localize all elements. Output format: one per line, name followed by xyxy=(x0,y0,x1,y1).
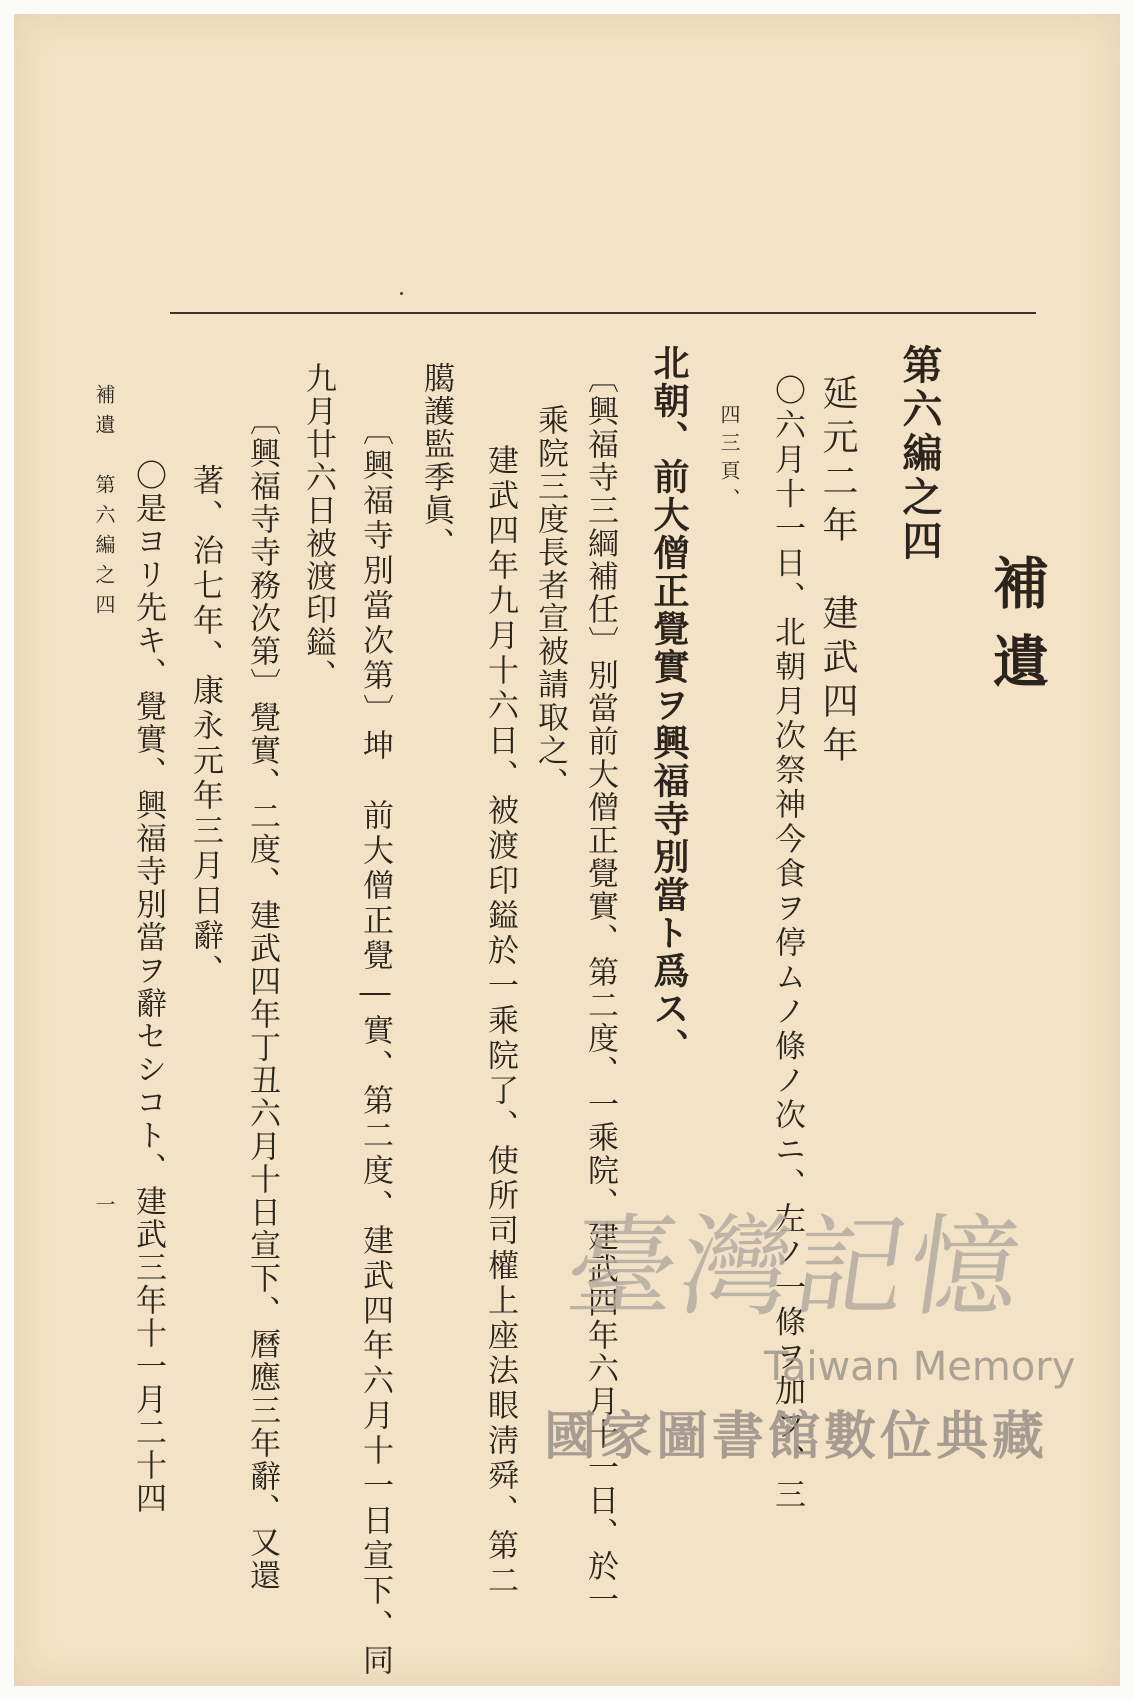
watermark-sub: 國家圖書館數位典藏 xyxy=(544,1407,1049,1467)
text-column: 建武四年九月十六日、被渡印鎰於一乘院了、使所司權上座法眼淸舜、第二 xyxy=(482,444,518,1599)
watermark-en: Taiwan Memory xyxy=(764,1344,1076,1390)
ink-dot xyxy=(400,292,403,295)
page-title: 補遺 xyxy=(984,554,1050,710)
volume-heading: 第六編之四 xyxy=(896,344,943,564)
entry-line: 〇六月十一日、北朝月次祭神今食ヲ停ムノ條ノ次ニ、左ノ一條ヲ加フ、三 xyxy=(769,374,805,1513)
text-column: 著、治七年、康永元年三月日辭、 xyxy=(187,464,223,989)
text-column: 〇是ヨリ先キ、覺實、興福寺別當ヲ辭セシコト、建武三年十一月二十四 xyxy=(130,459,166,1515)
text-column: 〔興福寺三綱補任〕別當前大僧正覺實、第二度、一乘院、建武四年六月十一日、於一 xyxy=(582,362,618,1616)
text-column: 乘院三度長者宣被請取之、 xyxy=(532,404,568,800)
text-column: 九月廿六日被渡印鎰、 xyxy=(300,362,336,692)
text-column: 臈護監季眞、 xyxy=(418,362,454,560)
era-heading: 延元二年 建武四年 xyxy=(817,374,858,770)
page-reference: 四三頁、 xyxy=(717,404,741,516)
running-footer: 補遺 第六編之四 xyxy=(92,384,116,624)
page-number: 一 xyxy=(92,1194,116,1214)
text-column: 〔興福寺別當次第〕坤 前大僧正覺―實、第二度、建武四年六月十一日宣下、同 xyxy=(357,414,393,1679)
watermark-cn: 臺灣記憶 xyxy=(558,1203,1033,1331)
section-heading: 北朝、前大僧正覺實ヲ興福寺別當ト爲ス、 xyxy=(648,344,690,1066)
watermark xyxy=(529,1179,1089,1467)
text-column: 〔興福寺寺務次第〕覺實、二度、建武四年丁丑六月十日宣下、曆應三年辭、又還 xyxy=(244,404,280,1592)
document-page xyxy=(14,14,1120,1686)
header-rule xyxy=(170,312,1036,314)
